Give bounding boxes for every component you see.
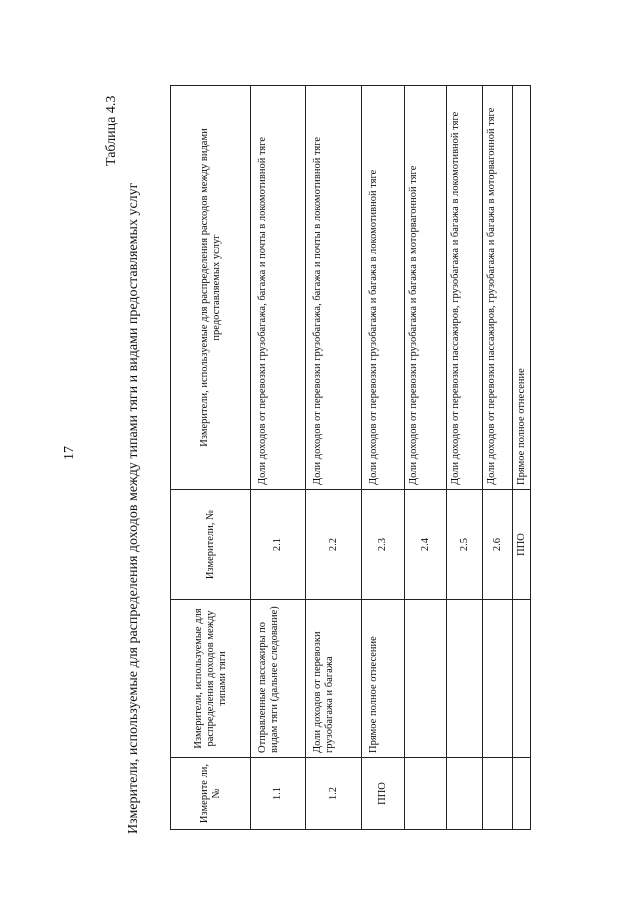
header-income-number: Измерите ли, № (171, 758, 251, 830)
cost-measure-number: 2.5 (447, 490, 483, 600)
table-row (483, 86, 513, 830)
table-row (362, 86, 405, 830)
header-income-measures: Измерители, используемые для распределения доходов между типами тяги (171, 600, 251, 758)
cost-measure-number: ППО (513, 490, 531, 600)
cost-measure-text: Доли доходов от перевозки грузобагажа и багажа в локомотивной тяге (362, 86, 405, 490)
income-measure-number (483, 758, 513, 830)
cost-measure-text: Доли доходов от перевозки грузобагажа и багажа в моторвагонной тяге (405, 86, 447, 490)
income-measure-number: 1.2 (306, 758, 362, 830)
table-row (447, 86, 483, 830)
header-cost-number: Измерители, № (171, 490, 251, 600)
cost-measure-number: 2.2 (306, 490, 362, 600)
table-row (513, 86, 531, 830)
cost-measure-number: 2.6 (483, 490, 513, 600)
income-measure-text (447, 600, 483, 758)
income-measure-text: Отправленные пассажиры по видам тяги (дальнее следование) (251, 600, 306, 758)
cost-measure-text: Доли доходов от перевозки грузобагажа, багажа и почты в локомотивной тяге (306, 86, 362, 490)
income-measure-text (513, 600, 531, 758)
measures-table (170, 85, 531, 830)
table-label: Таблица 4.3 (104, 95, 119, 166)
cost-measure-text: Доли доходов от перевозки пассажиров, грузобагажа и багажа в локомотивной тяге (447, 86, 483, 490)
cost-measure-number: 2.1 (251, 490, 306, 600)
income-measure-number (513, 758, 531, 830)
header-row (171, 86, 251, 830)
income-measure-text: Доли доходов от перевозки грузобагажа и багажа (306, 600, 362, 758)
income-measure-number: ППО (362, 758, 405, 830)
cost-measure-number: 2.3 (362, 490, 405, 600)
page-number: 17 (62, 446, 77, 460)
cost-measure-number: 2.4 (405, 490, 447, 600)
cost-measure-text: Доли доходов от перевозки грузобагажа, багажа и почты в локомотивной тяге (251, 86, 306, 490)
table-title: Измерители, используемые для распределения доходов между типами тяги и видами предоставляемых услуг (126, 182, 141, 834)
header-cost-measures: Измерители, используемые для распределения расходов между видами предоставляемых услуг (171, 86, 251, 490)
table-row (405, 86, 447, 830)
income-measure-text (405, 600, 447, 758)
table-row (306, 86, 362, 830)
income-measure-number: 1.1 (251, 758, 306, 830)
cost-measure-text: Прямое полное отнесение (513, 86, 531, 490)
table-row (251, 86, 306, 830)
income-measure-number (405, 758, 447, 830)
income-measure-text (483, 600, 513, 758)
cost-measure-text: Доли доходов от перевозки пассажиров, грузобагажа и багажа в моторвагонной тяге (483, 86, 513, 490)
income-measure-text: Прямое полное отнесение (362, 600, 405, 758)
income-measure-number (447, 758, 483, 830)
distribution-table (170, 86, 527, 830)
